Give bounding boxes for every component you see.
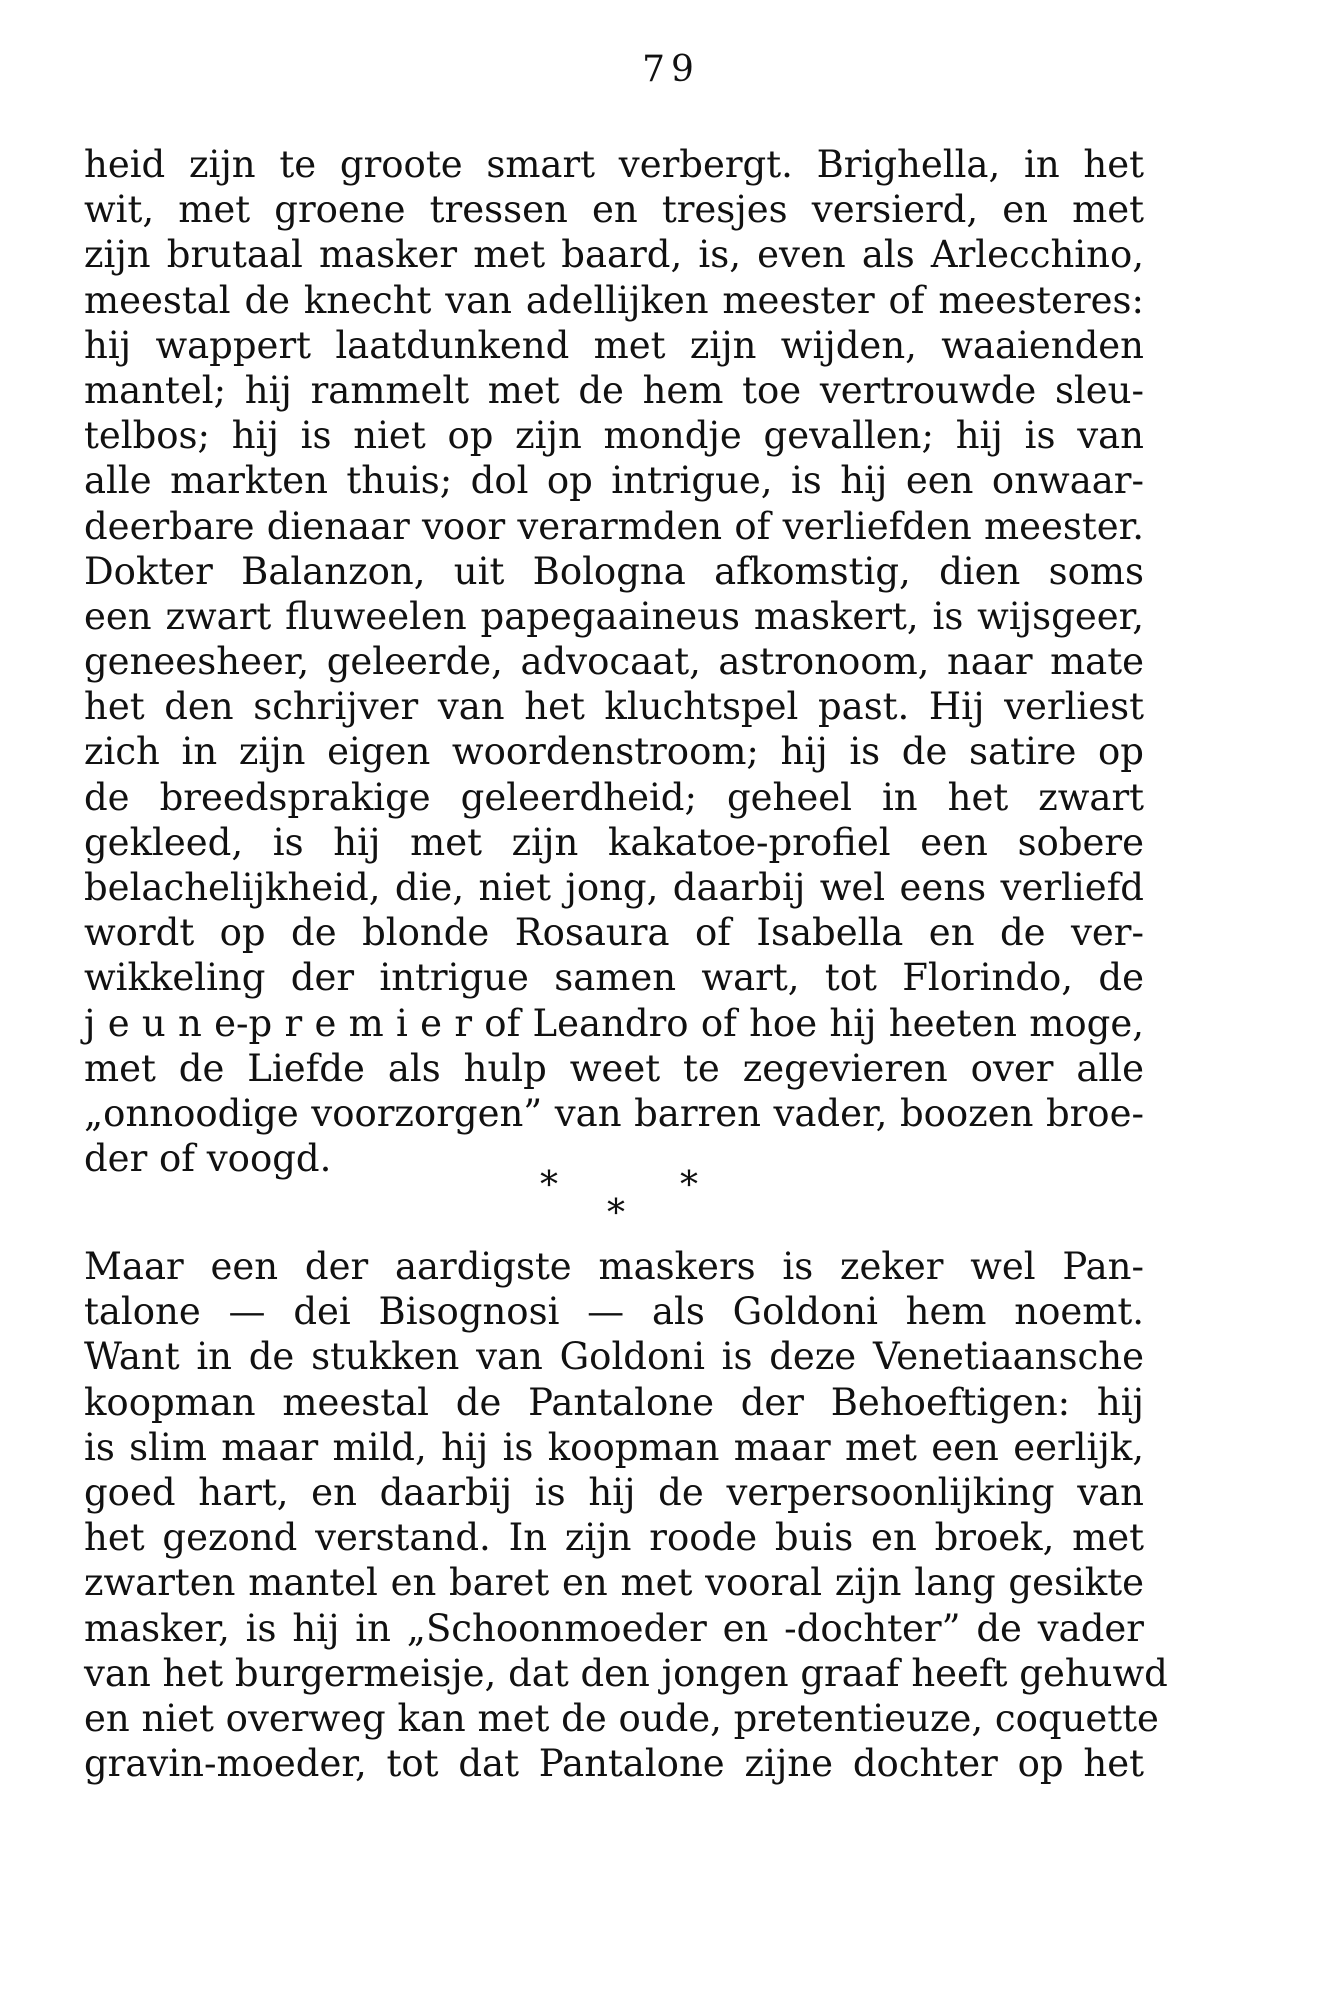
text-line: gravin-moeder, tot dat Pantalone zijne dochter op het xyxy=(84,1742,1144,1786)
text-block-bottom xyxy=(84,1244,1168,1786)
text-line: met de Liefde als hulp weet te zegevieren over alle xyxy=(84,1046,1144,1090)
text-line: talone — dei Bisognosi — als Goldoni hem noemt. xyxy=(84,1290,1144,1334)
text-line: Maar een der aardigste maskers is zeker wel Pan- xyxy=(84,1245,1144,1288)
text-line: gekleed, is hij met zijn kakatoe-profiel een sobere xyxy=(84,820,1144,864)
text-line: zich in zijn eigen woordenstroom; hij is de satire op xyxy=(84,730,1144,774)
text-line: mantel; hij rammelt met de hem toe vertrouwde sleu- xyxy=(84,368,1144,412)
text-line: koopman meestal de Pantalone der Behoeftigen: hij xyxy=(84,1380,1144,1424)
text-line: zwarten mantel en baret en met vooral zijn lang gesikte xyxy=(84,1561,1144,1605)
text-line: van het burgermeisje, dat den jongen graaf heeft gehuwd xyxy=(84,1651,1168,1695)
asterisk-middle: * xyxy=(607,1193,625,1234)
text-line: zijn brutaal masker met baard, is, even als Arlecchino, xyxy=(84,233,1144,277)
text-line: is slim maar mild, hij is koopman maar met een eerlijk, xyxy=(84,1425,1144,1469)
text-line: „onnoodige voorzorgen” van barren vader, boozen broe- xyxy=(84,1091,1144,1135)
page-number: 79 xyxy=(642,49,700,90)
text-line: deerbare dienaar voor verarmden of verliefden meester. xyxy=(84,504,1144,548)
text-line: en niet overweg kan met de oude, pretentieuze, coquette xyxy=(84,1696,1159,1740)
text-line: j e u n e-p r e m i e r of Leandro of hoe hij heeten moge, xyxy=(84,1001,1144,1045)
text-line: belachelijkheid, die, niet jong, daarbij wel eens verliefd xyxy=(84,866,1144,909)
text-line: wikkeling der intrigue samen wart, tot Florindo, de xyxy=(84,956,1144,1000)
text-line: der of voogd. xyxy=(84,1137,332,1181)
text-line: het den schrijver van het kluchtspel past. Hij verliest xyxy=(84,685,1144,729)
text-line: wordt op de blonde Rosaura of Isabella en de ver- xyxy=(84,911,1144,955)
text-line: een zwart fluweelen papegaaineus maskert, is wijsgeer, xyxy=(84,594,1144,638)
paragraph-balanzon xyxy=(84,549,1144,1182)
text-line: geneesheer, geleerde, advocaat, astronoom, naar mate xyxy=(84,640,1144,684)
text-line: telbos; hij is niet op zijn mondje gevallen; hij is van xyxy=(84,414,1144,458)
text-line: alle markten thuis; dol op intrigue, is hij een onwaar- xyxy=(84,459,1144,503)
text-line: de breedsprakige geleerdheid; geheel in het zwart xyxy=(84,775,1144,819)
text-line: het gezond verstand. In zijn roode buis en broek, met xyxy=(84,1516,1144,1560)
text-line: wit, met groene tressen en tresjes versierd, en met xyxy=(84,188,1144,232)
paragraph-brighella xyxy=(84,142,1144,549)
text-line: heid zijn te groote smart verbergt. Brighella, in het xyxy=(84,143,1144,186)
asterisk-left: * xyxy=(540,1165,558,1206)
text-line: goed hart, en daarbij is hij de verpersoonlijking van xyxy=(84,1470,1144,1514)
text-line: Want in de stukken van Goldoni is deze Venetiaansche xyxy=(84,1335,1144,1379)
paragraph-pantalone xyxy=(84,1244,1168,1786)
section-separator xyxy=(0,1158,1342,1234)
text-line: masker, is hij in „Schoonmoeder en -dochter” de vader xyxy=(84,1606,1144,1650)
text-line: meestal de knecht van adellijken meester of meesteres: xyxy=(84,278,1144,322)
text-line: hij wappert laatdunkend met zijn wijden, waaienden xyxy=(84,323,1144,367)
text-block-top xyxy=(84,142,1144,1181)
text-line: Dokter Balanzon, uit Bologna afkomstig, dien soms xyxy=(84,549,1144,593)
asterisk-right: * xyxy=(680,1165,698,1206)
